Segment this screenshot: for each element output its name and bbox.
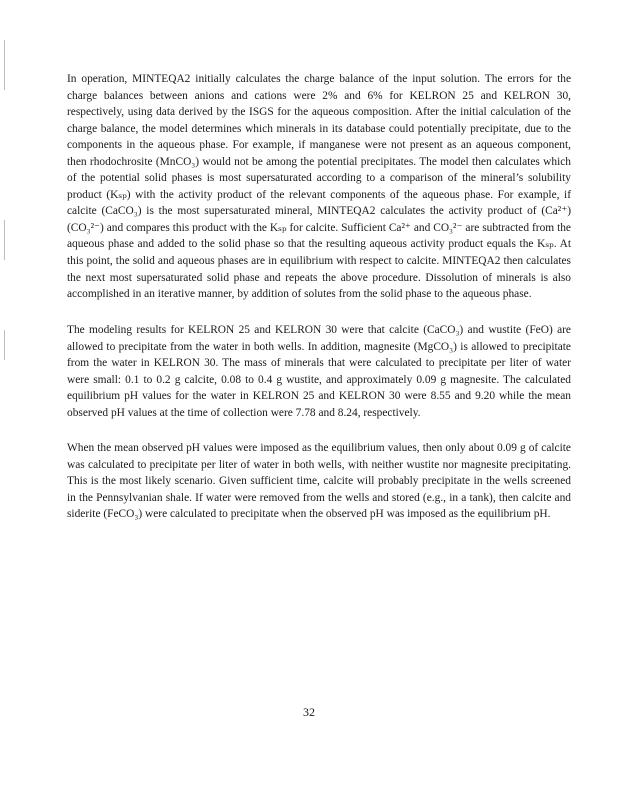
page-number: 32 — [303, 705, 315, 719]
paragraph-2: The modeling results for KELRON 25 and KELRON 30 were that calcite (CaCO₃) and wustite (FeO) are allowed to precipitate from the water in both wells. In addition, magnesite (MgCO₃) is allowed to precipitate from the water in KELRON 30. The mass of minerals that were calculated to precipitate per liter of water were small: 0.1 to 0.2 g calcite, 0.08 to 0.4 g wustite, and approximately 0.09 g magnesite. The calculated equilibrium pH values for the water in KELRON 25 and KELRON 30 were 8.55 and 9.20 while the mean observed pH values at the time of collection were 7.78 and 8.24, respectively. — [67, 324, 571, 419]
paragraph-3-block — [67, 440, 571, 523]
paragraph-3: When the mean observed pH values were imposed as the equilibrium values, then only about 0.09 g of calcite was calculated to precipitate per liter of water in both wells, with neither wustite nor magnesite precipitating. This is the most likely scenario. Given sufficient time, calcite will probably precipitate in the wells screened in the Pennsylvanian shale. If water were removed from the wells and stored (e.g., in a tank), then calcite and siderite (FeCO₃) were calculated to precipitate when the observed pH was imposed as the equilibrium pH. — [67, 442, 571, 521]
scan-margin-mark — [4, 330, 5, 360]
paragraph-1: In operation, MINTEQA2 initially calculates the charge balance of the input solution. The errors for the charge balances between anions and cations were 2% and 6% for KELRON 25 and KELRON 30, respectively, using data derived by the ISGS for the aqueous composition. After the initial calculation of the charge balance, the model determines which minerals in its database could potentially precipitate, due to the components in the aqueous phase. For example, if manganese were not present as an aqueous component, then rhodochrosite (MnCO₃) would not be among the potential precipitates. The model then calculates which of the potential solid phases is most supersaturated according to a comparison of the mineral’s solubility product (Kₛₚ) with the activity product of the relevant components of the aqueous phase. For example, if calcite (CaCO₃) is the most supersaturated mineral, MINTEQA2 calculates the activity product of (Ca²⁺)(CO₃²⁻) and compares this product with the Kₛₚ for calcite. Sufficient Ca²⁺ and CO₃²⁻ are subtracted from the aqueous phase and added to the solid phase so that the resulting aqueous activity product equals the Kₛₚ. At this point, the solid and aqueous phases are in equilibrium with respect to calcite. MINTEQA2 then calculates the next most supersaturated solid phase and repeats the above procedure. Dissolution of minerals is also accomplished in an iterative manner, by addition of solutes from the solid phase to the aqueous phase. — [67, 73, 571, 301]
paragraph-2-block — [67, 322, 571, 421]
paragraph-1-block — [67, 71, 571, 303]
scan-margin-mark — [4, 220, 5, 260]
scan-margin-mark — [4, 40, 5, 90]
